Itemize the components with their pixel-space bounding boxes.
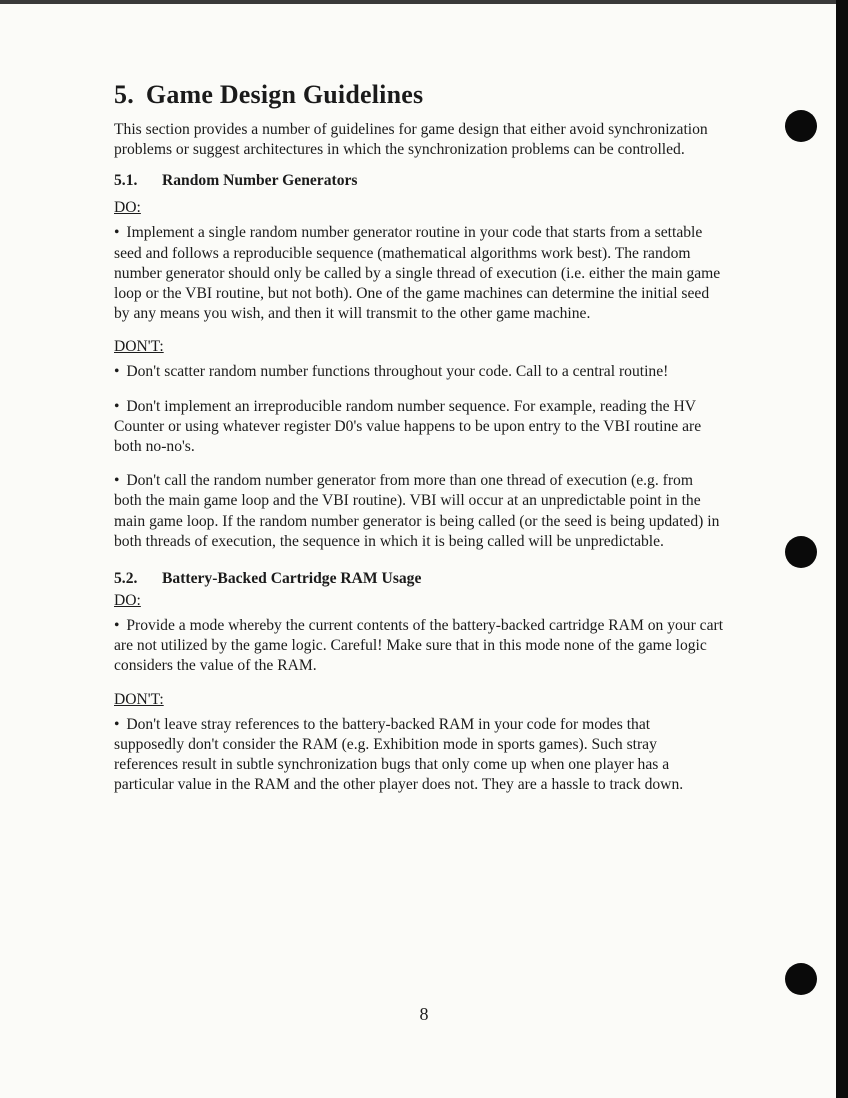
scan-edge-top xyxy=(0,0,848,4)
subsection-heading-battery-ram xyxy=(114,570,724,588)
scan-edge-right xyxy=(836,0,848,1098)
dont-item xyxy=(114,471,724,552)
dont-label: DON'T: xyxy=(114,690,164,708)
bullet-icon: • xyxy=(114,397,120,415)
dont-item-text: Don't implement an irreproducible random number sequence. For example, reading the HV Counter or using whatever register D0's value happens to be upon entry to the VBI routine are both no-no's. xyxy=(114,397,702,456)
section-number: 5. xyxy=(114,80,134,109)
do-label: DO: xyxy=(114,199,141,217)
dont-item xyxy=(114,397,724,458)
dont-label: DON'T: xyxy=(114,338,164,356)
punch-hole-top xyxy=(785,110,817,142)
dont-item-text: Don't leave stray references to the battery-backed RAM in your code for modes that supposedly don't consider the RAM (e.g. Exhibition mode in sports games). Such stray references result in subtle synchronization bugs that only come up when one player has a particular value in the RAM and the other player does not. They are a hassle to track down. xyxy=(114,715,684,794)
subsection-heading-random xyxy=(114,172,724,190)
dont-item-text: Don't call the random number generator from more than one thread of execution (e.g. from both the main game loop and the VBI routine). VBI will occur at an unpredictable point in the main game loop. If the random number generator is being called (or the seed is being updated) in both threads of execution, the sequence in which it is being called will be unpredictable. xyxy=(114,472,720,550)
bullet-icon: • xyxy=(114,363,120,381)
bullet-icon: • xyxy=(114,224,120,242)
subsection-title: Battery-Backed Cartridge RAM Usage xyxy=(162,570,422,588)
bullet-icon: • xyxy=(114,617,120,635)
dont-item xyxy=(114,362,724,382)
do-item xyxy=(114,223,724,324)
do-item xyxy=(114,616,724,677)
bullet-icon: • xyxy=(114,715,120,733)
subsection-number: 5.2. xyxy=(114,570,138,588)
section-heading xyxy=(114,80,724,110)
dont-item xyxy=(114,715,724,796)
document-page xyxy=(114,80,724,809)
section-intro: This section provides a number of guidelines for game design that either avoid synchronization problems or suggest architectures in which the synchronization problems can be controlled. xyxy=(114,121,708,159)
punch-hole-middle xyxy=(785,536,817,568)
subsection-number: 5.1. xyxy=(114,172,138,190)
do-item-text: Implement a single random number generator routine in your code that starts from a settable seed and follows a reproducible sequence (mathematical algorithms work best). The random number generator should only be called by a single thread of execution (i.e. either the main game loop or the VBI routine, but not both). One of the game machines can determine the initial seed by any means you wish, and then it will transmit to the other game machine. xyxy=(114,224,721,323)
subsection-title: Random Number Generators xyxy=(162,172,358,190)
punch-hole-bottom xyxy=(785,963,817,995)
bullet-icon: • xyxy=(114,472,120,490)
dont-item-text: Don't scatter random number functions throughout your code. Call to a central routine! xyxy=(126,363,669,381)
section-title: Game Design Guidelines xyxy=(145,80,424,109)
page-number: 8 xyxy=(419,1004,429,1024)
do-label: DO: xyxy=(114,592,141,610)
do-item-text: Provide a mode whereby the current contents of the battery-backed cartridge RAM on your cart are not utilized by the game logic. Careful! Make sure that in this mode none of the game logic considers the value of the RAM. xyxy=(114,617,724,675)
